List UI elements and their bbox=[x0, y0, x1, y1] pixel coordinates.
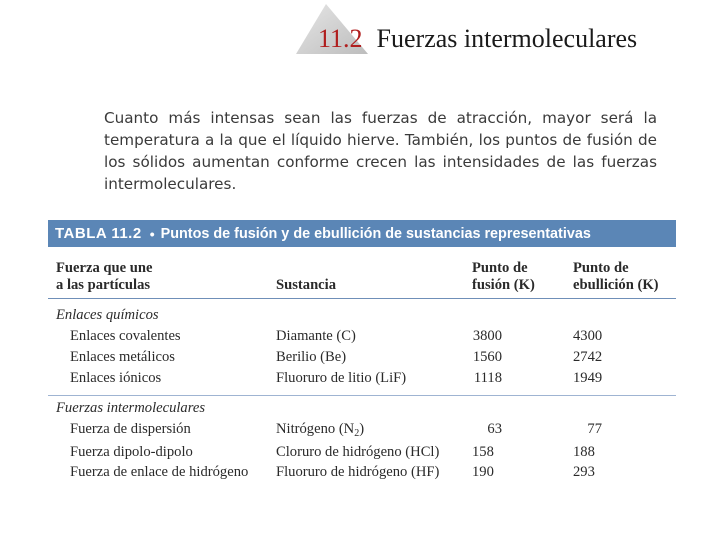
table-row-boiling: 4300 bbox=[573, 328, 603, 344]
table-row-force: Fuerza de enlace de hidrógeno bbox=[70, 464, 249, 480]
table-row-force: Enlaces iónicos bbox=[70, 370, 162, 386]
group-heading-chemical-bonds: Enlaces químicos bbox=[56, 307, 159, 323]
table-row-force: Enlaces metálicos bbox=[70, 349, 175, 365]
col-header-substance: Sustancia bbox=[276, 277, 337, 293]
col-header-force-line2: a las partículas bbox=[56, 277, 151, 293]
table-row-boiling: 2742 bbox=[573, 349, 603, 365]
table-row-melting: 1118 bbox=[473, 370, 502, 386]
table-row-force: Fuerza dipolo-dipolo bbox=[70, 444, 193, 460]
table-label: TABLA 11.2 bbox=[55, 225, 142, 242]
intro-paragraph: Cuanto más intensas sean las fuerzas de atracción, mayor será la temperatura a la que el líquido hierve. También, los puntos de fusión de los sólidos aumentan conforme crecen las intensidades de las fuerzas intermoleculares. bbox=[104, 109, 657, 193]
table-row-melting: 158 bbox=[472, 444, 494, 460]
table-row-substance: Fluoruro de hidrógeno (HF) bbox=[276, 464, 440, 480]
group-heading-intermolecular-forces: Fuerzas intermoleculares bbox=[56, 400, 206, 416]
table-row-melting: 1560 bbox=[472, 349, 502, 365]
col-header-force-line1: Fuerza que une bbox=[56, 260, 153, 276]
table-row-substance bbox=[276, 421, 364, 439]
table-row-force: Enlaces covalentes bbox=[70, 328, 181, 344]
table-row-boiling: 1949 bbox=[573, 370, 603, 386]
table-row-melting: 63 bbox=[487, 421, 502, 437]
substance-text: Nitrógeno (N bbox=[276, 421, 355, 437]
col-header-boiling-line1: Punto de bbox=[573, 260, 629, 276]
table-row-boiling: 77 bbox=[587, 421, 602, 437]
col-header-boiling-line2: ebullición (K) bbox=[573, 277, 659, 293]
section-title: Fuerzas intermoleculares bbox=[376, 24, 638, 53]
table-row-boiling: 293 bbox=[573, 464, 595, 480]
bullet-separator: • bbox=[149, 225, 155, 242]
table-row-substance: Berilio (Be) bbox=[276, 349, 347, 365]
table-caption-bar bbox=[48, 220, 676, 247]
table-row-substance: Fluoruro de litio (LiF) bbox=[276, 370, 407, 386]
table-caption: Puntos de fusión y de ebullición de sustancias representativas bbox=[160, 225, 591, 242]
page-title bbox=[318, 24, 637, 54]
section-number: 11.2 bbox=[318, 24, 363, 53]
col-header-melting-line1: Punto de bbox=[472, 260, 528, 276]
substance-text-end: ) bbox=[359, 421, 365, 437]
table-row-substance: Diamante (C) bbox=[276, 328, 356, 344]
table-row-boiling: 188 bbox=[573, 444, 595, 460]
col-header-melting-line2: fusión (K) bbox=[472, 277, 535, 293]
section-header bbox=[296, 4, 716, 56]
header-rule bbox=[48, 298, 676, 299]
table-row-force: Fuerza de dispersión bbox=[70, 421, 191, 437]
table-row-melting: 190 bbox=[472, 464, 494, 480]
group-divider bbox=[48, 395, 676, 396]
table-row-melting: 3800 bbox=[472, 328, 502, 344]
substance-subscript: 2 bbox=[354, 428, 360, 439]
table-row-substance: Cloruro de hidrógeno (HCl) bbox=[276, 444, 440, 460]
